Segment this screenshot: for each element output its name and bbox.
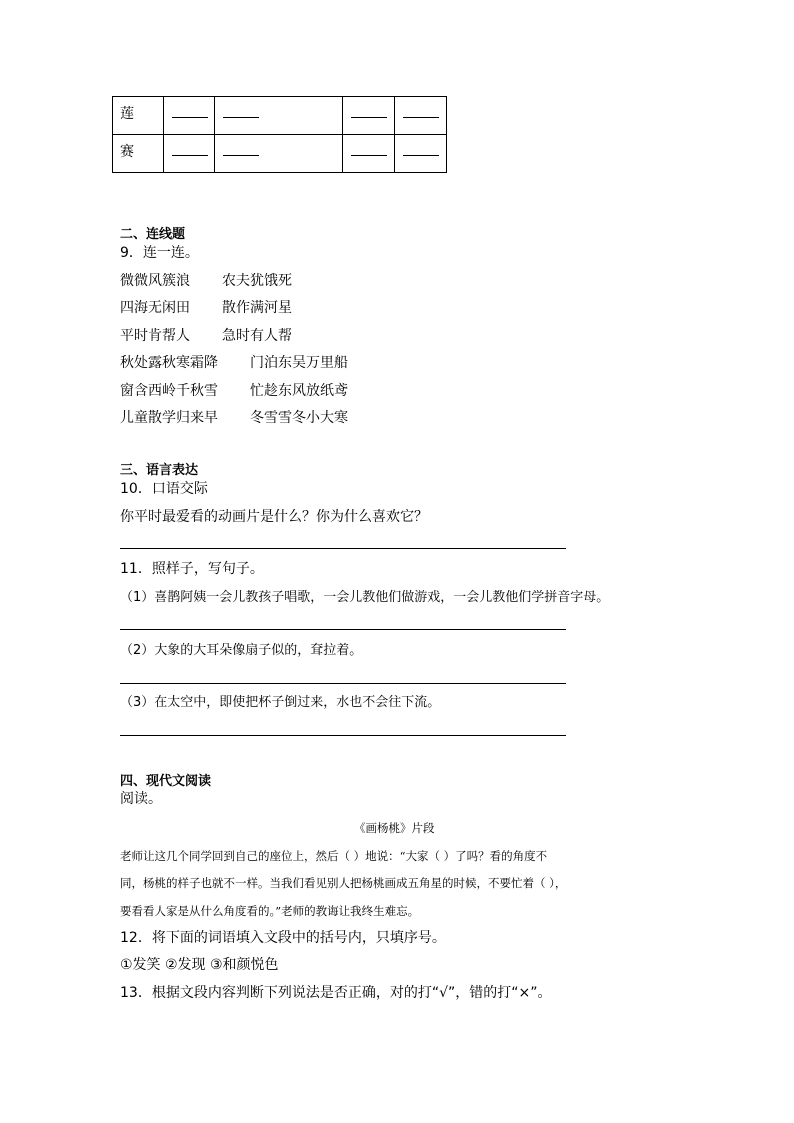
table-blank-cell <box>215 135 343 173</box>
passage-title: 《画杨桃》片段 <box>354 821 435 835</box>
table-blank-cell <box>395 97 447 135</box>
match-right-item[interactable]: 散作满河星 <box>222 300 292 316</box>
question-11-1: （1）喜鹊阿姨一会儿教孩子唱歌，一会儿教他们做游戏，一会儿教他们学拼音字母。 <box>120 590 610 605</box>
answer-line[interactable] <box>120 548 566 549</box>
match-right-item[interactable]: 忙趁东风放纸鸢 <box>250 383 348 399</box>
match-left-item[interactable]: 窗含西岭千秋雪 <box>120 383 218 399</box>
table-blank-cell <box>343 97 395 135</box>
passage-line: 要看看人家是从什么角度看的。”老师的教诲让我终生难忘。 <box>120 904 420 918</box>
question-9: 9．连一连。 <box>120 245 199 261</box>
answer-line[interactable] <box>120 683 566 684</box>
match-left-item[interactable]: 秋处露秋寒霜降 <box>120 355 218 371</box>
match-right-item[interactable]: 急时有人帮 <box>222 328 292 344</box>
table-blank-cell <box>343 135 395 173</box>
reading-intro: 阅读。 <box>120 791 162 807</box>
match-left-item[interactable]: 平时肯帮人 <box>120 328 190 344</box>
question-10-prompt: 你平时最爱看的动画片是什么？你为什么喜欢它？ <box>120 509 428 525</box>
section-heading: 四、现代文阅读 <box>120 774 212 789</box>
table-blank-cell <box>164 97 215 135</box>
table-char-cell: 莲 <box>113 97 164 135</box>
match-right-item[interactable]: 冬雪雪冬小大寒 <box>250 410 348 426</box>
question-11: 11．照样子，写句子。 <box>120 561 264 577</box>
answer-line[interactable] <box>120 735 566 736</box>
section-heading: 二、连线题 <box>120 227 186 242</box>
table-row <box>113 97 447 135</box>
section-heading: 三、语言表达 <box>120 463 199 478</box>
question-11-3: （3）在太空中，即使把杯子倒过来，水也不会往下流。 <box>120 695 441 710</box>
match-right-item[interactable]: 农夫犹饿死 <box>222 273 292 289</box>
table-row <box>113 135 447 173</box>
question-10: 10．口语交际 <box>120 481 208 497</box>
character-table <box>112 96 447 173</box>
question-11-2: （2）大象的大耳朵像扇子似的，耷拉着。 <box>120 643 363 658</box>
match-left-item[interactable]: 儿童散学归来早 <box>120 410 218 426</box>
table-blank-cell <box>164 135 215 173</box>
passage-line: 老师让这几个同学回到自己的座位上，然后（ ）地说：“大家（ ）了吗？看的角度不 <box>120 849 548 863</box>
passage-line: 同，杨桃的样子也就不一样。当我们看见别人把杨桃画成五角星的时候，不要忙着（ ）， <box>120 876 567 890</box>
answer-line[interactable] <box>120 629 566 630</box>
table-blank-cell <box>395 135 447 173</box>
table-blank-cell <box>215 97 343 135</box>
question-12: 12．将下面的词语填入文段中的括号内，只填序号。 <box>120 930 446 946</box>
table-char-cell: 赛 <box>113 135 164 173</box>
match-right-item[interactable]: 门泊东吴万里船 <box>250 355 348 371</box>
match-left-item[interactable]: 微微风簇浪 <box>120 273 190 289</box>
question-13: 13．根据文段内容判断下列说法是否正确，对的打“√”，错的打“×”。 <box>120 985 552 1001</box>
question-12-options: ①发笑 ②发现 ③和颜悦色 <box>120 957 279 973</box>
match-left-item[interactable]: 四海无闲田 <box>120 300 190 316</box>
